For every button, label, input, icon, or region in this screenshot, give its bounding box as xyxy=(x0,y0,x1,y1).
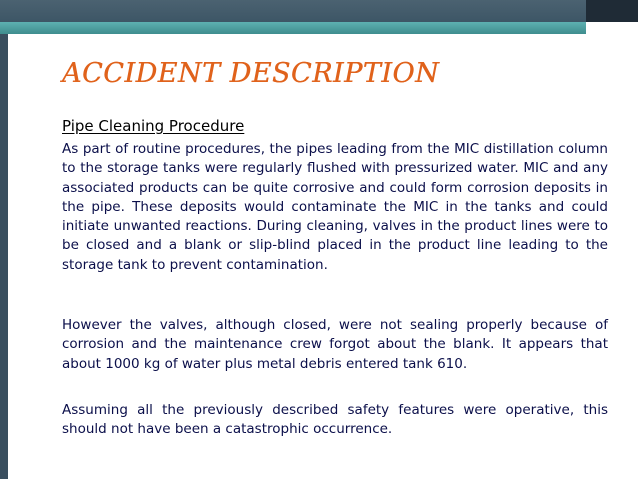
header-teal-band xyxy=(0,22,638,34)
paragraph-pipe-cleaning: As part of routine procedures, the pipes leading from the MIC distillation column to the storage tanks were regularly flushed with pressurized water. MIC and any associated products can be quite corrosive and could form corrosion deposits in the pipe. These deposits would contaminate the MIC in the tanks and could initiate unwanted reactions. During cleaning, valves in the product lines were to be closed and a blank or slip-blind placed in the product line leading to the storage tank to prevent contamination. xyxy=(62,141,608,273)
header-bar xyxy=(0,0,638,22)
paragraph-valves-failure: However the valves, although closed, were not sealing properly because of corrosion and the maintenance crew forgot about the blank. It appears that about 1000 kg of water plus metal debris entered tank 610. xyxy=(62,317,608,372)
header-accent-block xyxy=(586,0,638,22)
left-frame-bar xyxy=(0,0,8,479)
header-teal-cut xyxy=(586,22,638,34)
slide-title: ACCIDENT DESCRIPTION xyxy=(62,58,440,89)
paragraph-conclusion: Assuming all the previously described safety features were operative, this should not have been a catastrophic occurrence. xyxy=(62,402,608,438)
section-heading: Pipe Cleaning Procedure xyxy=(62,117,245,135)
